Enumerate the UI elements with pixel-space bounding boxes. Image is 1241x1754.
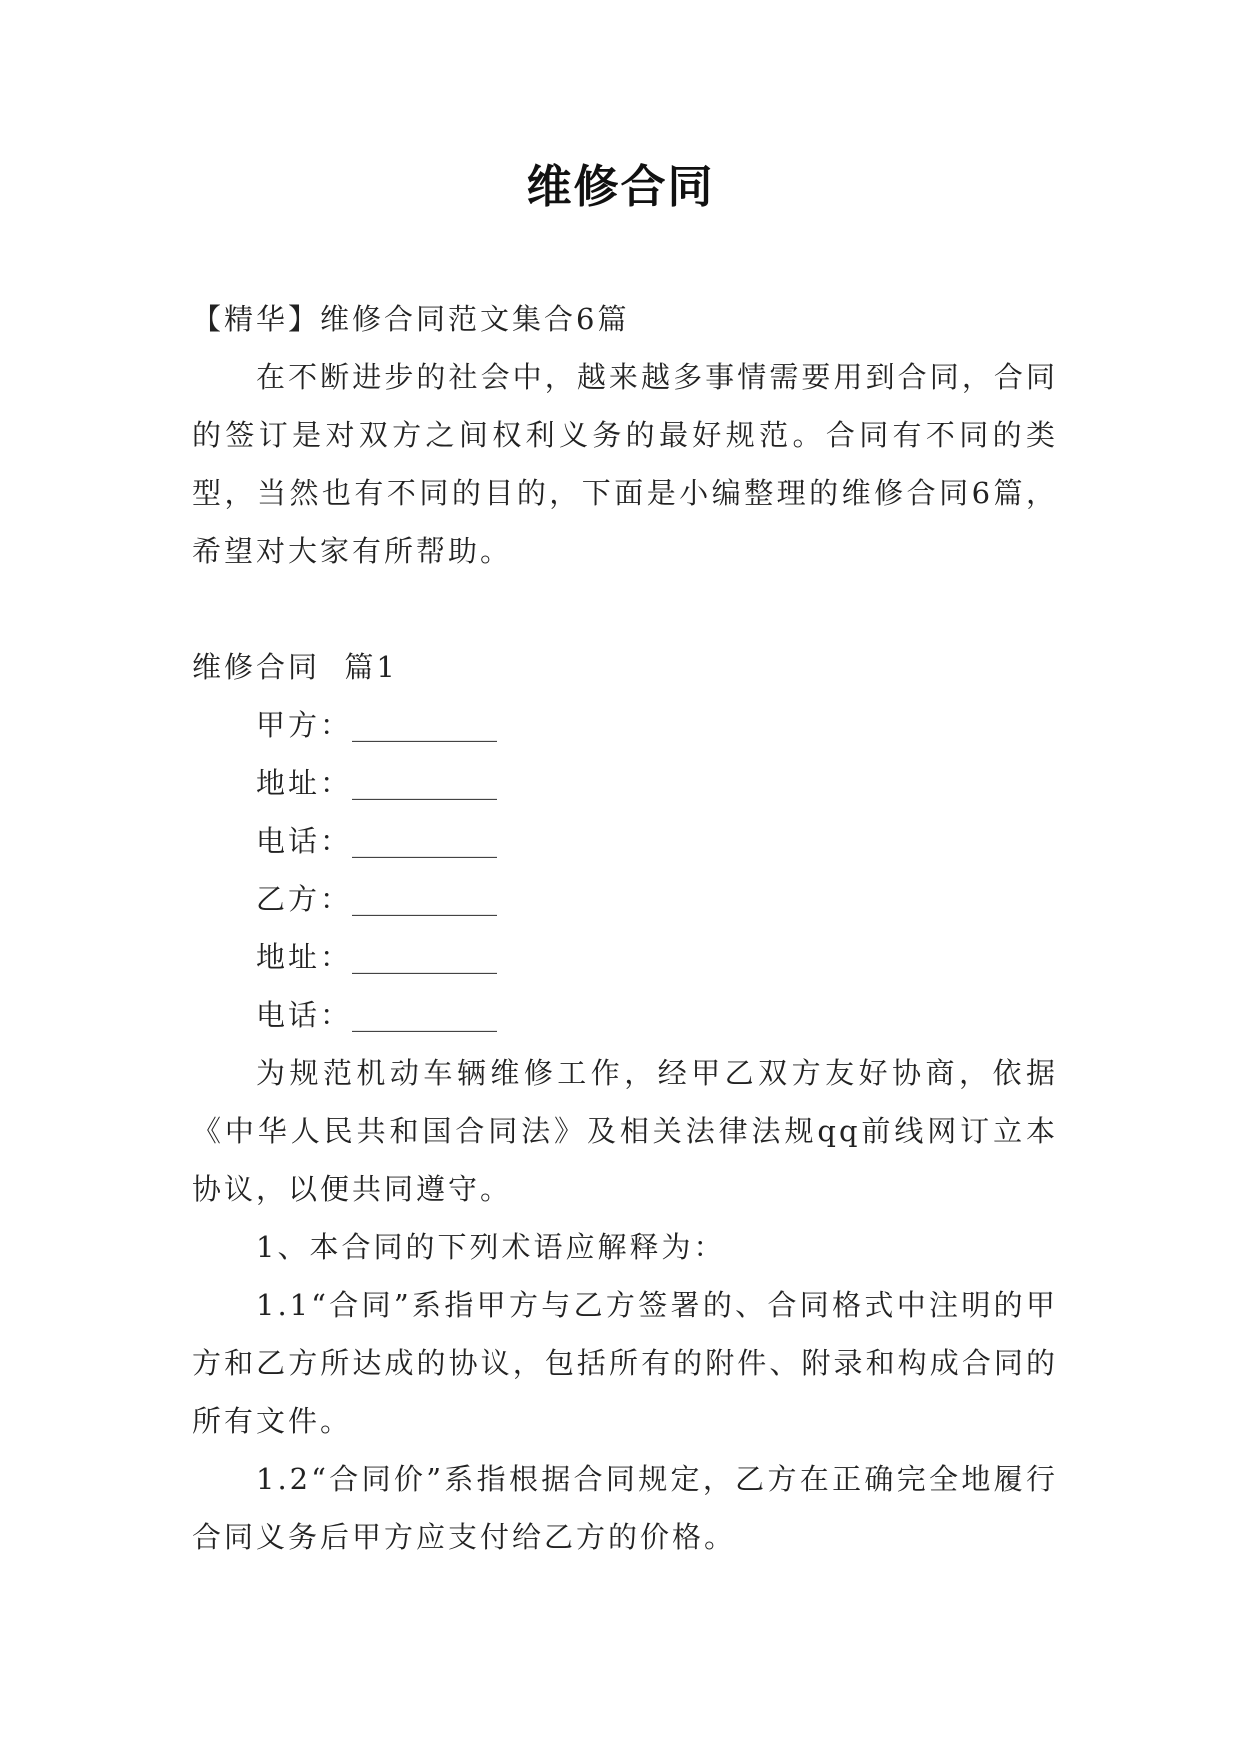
- field-label: 电话：: [256, 998, 353, 1032]
- document-subtitle: 【精华】维修合同范文集合6篇: [192, 302, 630, 336]
- fill-in-blank: __________: [352, 824, 498, 858]
- field-label: 电话：: [256, 824, 353, 858]
- fill-in-blank: __________: [352, 708, 498, 742]
- field-label: 地址：: [256, 940, 353, 974]
- clause-1-1: 1.1“合同”系指甲方与乙方签署的、合同格式中注明的甲方和乙方所达成的协议，包括所有的附件、附录和构成合同的所有文件。: [192, 1288, 1058, 1438]
- party-a-address-field: [192, 754, 1058, 812]
- party-b-phone-field: [192, 986, 1058, 1044]
- clause-1-heading: 1、本合同的下列术语应解释为：: [256, 1230, 726, 1264]
- field-label: 地址：: [256, 766, 353, 800]
- intro-paragraph: 在不断进步的社会中，越来越多事情需要用到合同，合同的签订是对双方之间权利义务的最好规范。合同有不同的类型，当然也有不同的目的，下面是小编整理的维修合同6篇，希望对大家有所帮助。: [192, 360, 1058, 568]
- fill-in-blank: __________: [352, 766, 498, 800]
- field-label: 乙方：: [256, 882, 353, 916]
- party-a-phone-field: [192, 812, 1058, 870]
- party-a-field: [192, 696, 1058, 754]
- document-body: [192, 290, 1058, 1566]
- section-heading: 维修合同 篇1: [192, 650, 398, 684]
- fill-in-blank: __________: [352, 998, 498, 1032]
- section-spacer: [192, 580, 1058, 638]
- preamble-paragraph: 为规范机动车辆维修工作，经甲乙双方友好协商，依据《中华人民共和国合同法》及相关法律法规qq前线网订立本协议，以便共同遵守。: [192, 1056, 1058, 1206]
- clause-1-2: 1.2“合同价”系指根据合同规定，乙方在正确完全地履行合同义务后甲方应支付给乙方的价格。: [192, 1462, 1058, 1554]
- document-title: 维修合同: [526, 160, 715, 213]
- party-b-address-field: [192, 928, 1058, 986]
- party-b-field: [192, 870, 1058, 928]
- fill-in-blank: __________: [352, 940, 498, 974]
- fill-in-blank: __________: [352, 882, 498, 916]
- field-label: 甲方：: [256, 708, 353, 742]
